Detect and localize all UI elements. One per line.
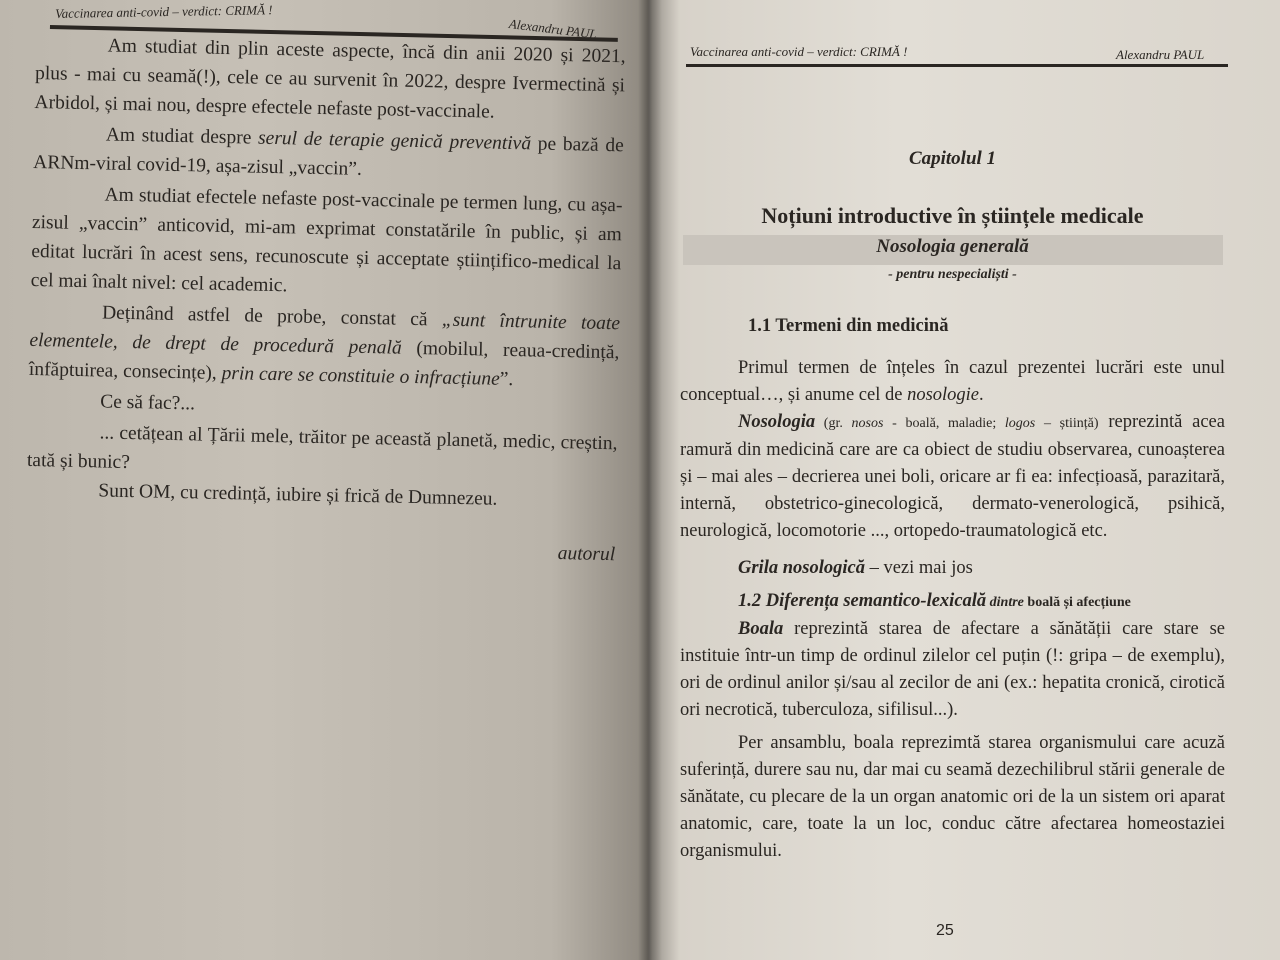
paragraph: Am studiat din plin aceste aspecte, încă din anii 2020 și 2021, plus - mai cu seamă(!), cele ce au survenit în 2022, despre Ivermectină și Arbidol, și mai nou, despre efectele nefaste post-vaccinale.	[34, 35, 626, 123]
right-page-body	[680, 355, 1225, 865]
paragraph: Boala reprezintă starea de afectare a sănătății care stare se instituie într-un timp de ordinul zilelor cel puțin (!: gripa – de exemplu), ori de ordinul anilor și/sau al zecilor de ani (ex.: hepatita cronică, cirotică ori necrotică, tuberculoza, sifilisul...).	[680, 619, 1225, 720]
book-gutter	[638, 0, 662, 960]
chapter-title: Noțiuni introductive în științele medicale	[761, 203, 1144, 228]
chapter-label: Capitolul 1	[908, 148, 997, 169]
right-header-rule	[686, 64, 1228, 67]
paragraph: Per ansamblu, boala reprezimtă starea organismului care acuză suferință, durere sau nu, dar mai cu seamă dezechilibrul stării generale de sănătate, cu plecare de la un organ anatomic ori de la un sistem ori aparat anatomic, care, toate la un loc, conduc către afectarea homeostaziei organismului.	[680, 733, 1225, 861]
paragraph: Deținând astfel de probe, constat că „sunt întrunite toate elementele, de drept de procedură penală (mobilul, reaua-credință, înfăptuirea, consecințe), prin care se constituie o infracțiune”.	[28, 302, 621, 391]
left-page-body	[25, 30, 626, 569]
paragraph: Grila nosologică – vezi mai jos	[738, 558, 973, 578]
chapter-subsubtitle: - pentru nespecialiști -	[888, 267, 1017, 282]
left-header-author: Alexandru PAUL	[508, 16, 598, 42]
right-header-author: Alexandru PAUL	[1116, 47, 1205, 62]
left-header-title: Vaccinarea anti-covid – verdict: CRIMĂ !	[55, 2, 273, 21]
paragraph: Am studiat despre serul de terapie genică preventivă pe bază de ARNm-viral covid-19, așa-zisul „vaccin”.	[33, 124, 624, 180]
paragraph: Ce să fac?...	[100, 391, 196, 415]
paragraph: Am studiat efectele nefaste post-vaccinale pe termen lung, cu așa-zisul „vaccin” anticovid, mi-am exprimat constatările în public, și am editat lucrări în acest sens, recunoscute și acceptate științifico-medical la cel mai înalt nivel: cel academic.	[30, 184, 623, 297]
right-header-title: Vaccinarea anti-covid – verdict: CRIMĂ !	[690, 44, 908, 59]
paragraph: Sunt OM, cu credință, iubire și frică de Dumnezeu.	[98, 480, 498, 510]
page-number: 25	[936, 922, 954, 939]
section-heading: 1.1 Termeni din medicină	[748, 316, 949, 336]
section-heading: 1.2 Diferența semantico-lexicală dintre boală și afecțiune	[738, 591, 1131, 611]
chapter-subtitle: Nosologia generală	[876, 236, 1029, 257]
paragraph: Nosologia (gr. nosos - boală, maladie; logos – știință) reprezintă acea ramură din medicină care are ca obiect de studiu observarea, cunoașterea și – mai ales – decrierea unei boli, oricare ar fi ea: infecțioasă, parazitară, internă, obstetrico-ginecologică, dermato-venerologică, psihică, neurologică, locomotorie ..., ortopedo-traumatologică etc.	[680, 412, 1225, 541]
paragraph: ... cetățean al Țării mele, trăitor pe această planetă, medic, creștin, tată și bunic?	[26, 422, 618, 474]
paragraph: Primul termen de înțeles în cazul prezentei lucrări este unul conceptual…, și anume cel de nosologie.	[680, 358, 1225, 405]
author-signature: autorul	[557, 543, 616, 566]
